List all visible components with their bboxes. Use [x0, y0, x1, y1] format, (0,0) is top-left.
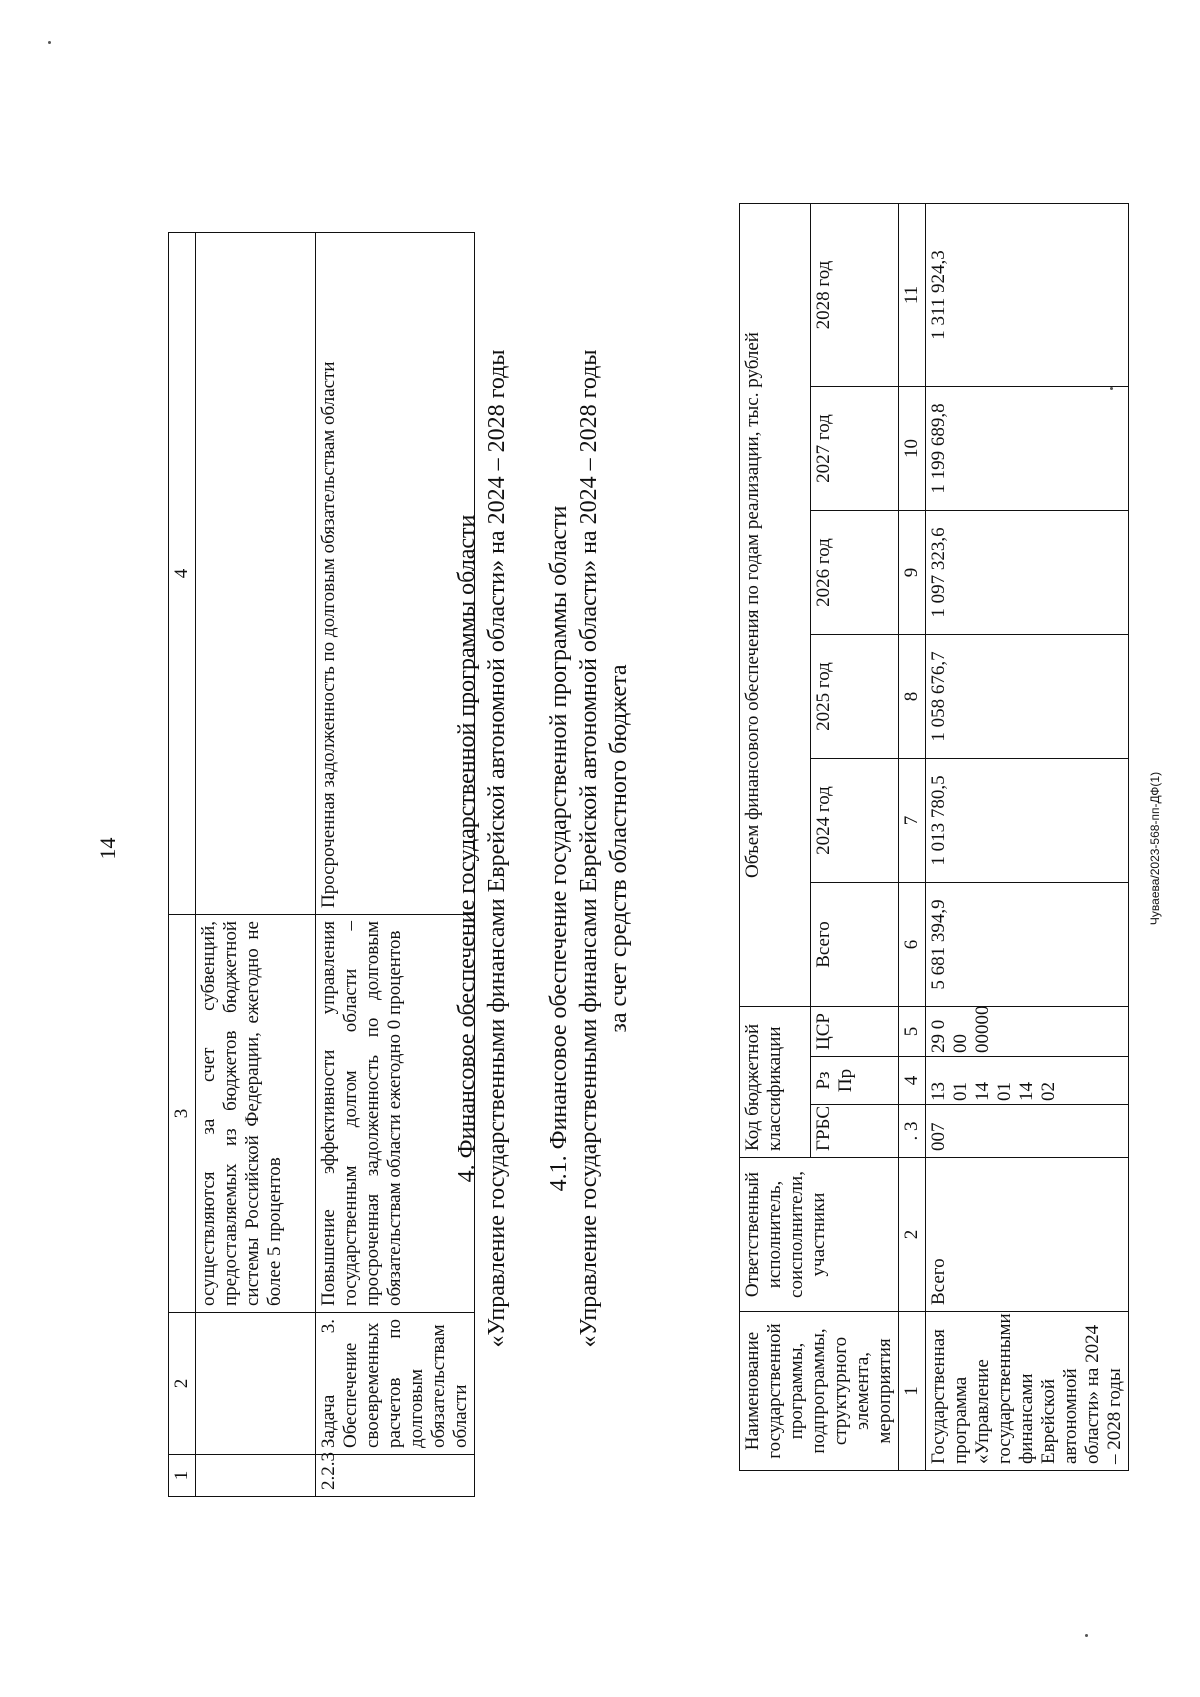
header-2025: 2025 год [811, 634, 899, 758]
col-num: 4 [899, 1057, 926, 1105]
section-4-1-heading [544, 0, 634, 1697]
rzpr-codes [926, 1057, 1129, 1105]
col-num: 1 [899, 1312, 926, 1471]
header-total: Всего [811, 882, 899, 1006]
col-header-1: 1 [169, 1455, 196, 1497]
col-num: 5 [899, 1006, 926, 1056]
amount-2024: 1 013 780,5 [926, 758, 1129, 882]
rzpr-code: 14 01 [972, 1082, 1015, 1101]
amount-2027: 1 199 689,8 [926, 386, 1129, 510]
section-4-1-line-3: за счет средств областного бюджета [606, 664, 632, 1033]
goals-table [168, 232, 475, 1497]
col-num: 6 [899, 882, 926, 1006]
cell [196, 1313, 316, 1455]
col-num: . 3 [899, 1105, 926, 1158]
col-num: 11 [899, 204, 926, 387]
header-csr: ЦСР [811, 1006, 899, 1056]
header-2024: 2024 год [811, 758, 899, 882]
header-2028: 2028 год [811, 204, 899, 387]
financing-table [739, 203, 1129, 1471]
table-header-row [169, 233, 196, 1497]
scan-speck [48, 41, 51, 44]
header-rzpr: Рз Пр [811, 1057, 899, 1105]
amount-2025: 1 058 676,7 [926, 634, 1129, 758]
header-grbs: ГРБС [811, 1105, 899, 1158]
table-row [316, 233, 475, 1497]
header-budget-code: Код бюджетной классификации [740, 1006, 811, 1157]
page-number: 14 [95, 837, 120, 860]
col-num: 9 [899, 510, 926, 634]
cell-measure: Просроченная задолженность по долговым обязательствам области [316, 233, 475, 915]
cell-number: 2.2.3 [316, 1455, 475, 1497]
cell-indicator: Повышение эффективности управления государственным долгом области – просроченная задолженность по долговым обязательствам области ежегодно 0 процентов [316, 915, 475, 1313]
header-2026: 2026 год [811, 510, 899, 634]
col-header-2: 2 [169, 1313, 196, 1455]
rzpr-code: 14 02 [1016, 1082, 1059, 1101]
executor: Всего [926, 1158, 1129, 1312]
amount-total: 5 681 394,9 [926, 882, 1129, 1006]
amount-2026: 1 097 323,6 [926, 510, 1129, 634]
table-row [196, 233, 316, 1497]
col-num: 8 [899, 634, 926, 758]
table-row [926, 204, 1129, 1471]
csr-code: 29 0 00 00000 [926, 1006, 1129, 1056]
cell: осуществляются за счет субвенций, предоставляемых из бюджетов бюджетной системы Российской Федерации, ежегодно не более 5 процентов [196, 915, 316, 1313]
col-header-4: 4 [169, 233, 196, 915]
cell-task: Задача 3. Обеспечение своевременных расчетов по долговым обязательствам области [316, 1313, 475, 1455]
header-name: Наименование государственной программы, подпрограммы, структурного элемента, мероприятия [740, 1312, 899, 1471]
section-4-1-line-2: «Управление государственными финансами Еврейской автономной области» на 2024 – 2028 годы [576, 349, 602, 1348]
cell [196, 233, 316, 915]
section-4-1-line-1: 4.1. Финансовое обеспечение государственной программы области [546, 505, 572, 1192]
document-code: Чуваева/2023-568-пп-ДФ(1) [1148, 771, 1162, 926]
section-4-line-1: 4. Финансовое обеспечение государственной программы области [454, 514, 480, 1183]
section-4-heading [452, 0, 512, 1697]
col-num: 10 [899, 386, 926, 510]
amount-2028: 1 311 924,3 [926, 204, 1129, 387]
grbs-code: 007 [926, 1105, 1129, 1158]
table-header-row [740, 204, 811, 1471]
col-num: 2 [899, 1158, 926, 1312]
scan-speck [1085, 1634, 1088, 1637]
col-header-3: 3 [169, 915, 196, 1313]
cell [196, 1455, 316, 1497]
program-name: Государственная программа «Управление государственными финансами Еврейской автономной области» на 2024 – 2028 годы [926, 1312, 1129, 1471]
section-4-line-2: «Управление государственными финансами Еврейской автономной области» на 2024 – 2028 годы [484, 349, 510, 1348]
header-executor: Ответственный исполнитель, соисполнители, участники [740, 1158, 899, 1312]
rzpr-code: 13 01 [928, 1082, 971, 1101]
header-volume: Объем финансового обеспечения по годам реализации, тыс. рублей [740, 204, 811, 1007]
col-num: 7 [899, 758, 926, 882]
scan-speck [1110, 387, 1113, 390]
column-number-row [899, 204, 926, 1471]
header-2027: 2027 год [811, 386, 899, 510]
